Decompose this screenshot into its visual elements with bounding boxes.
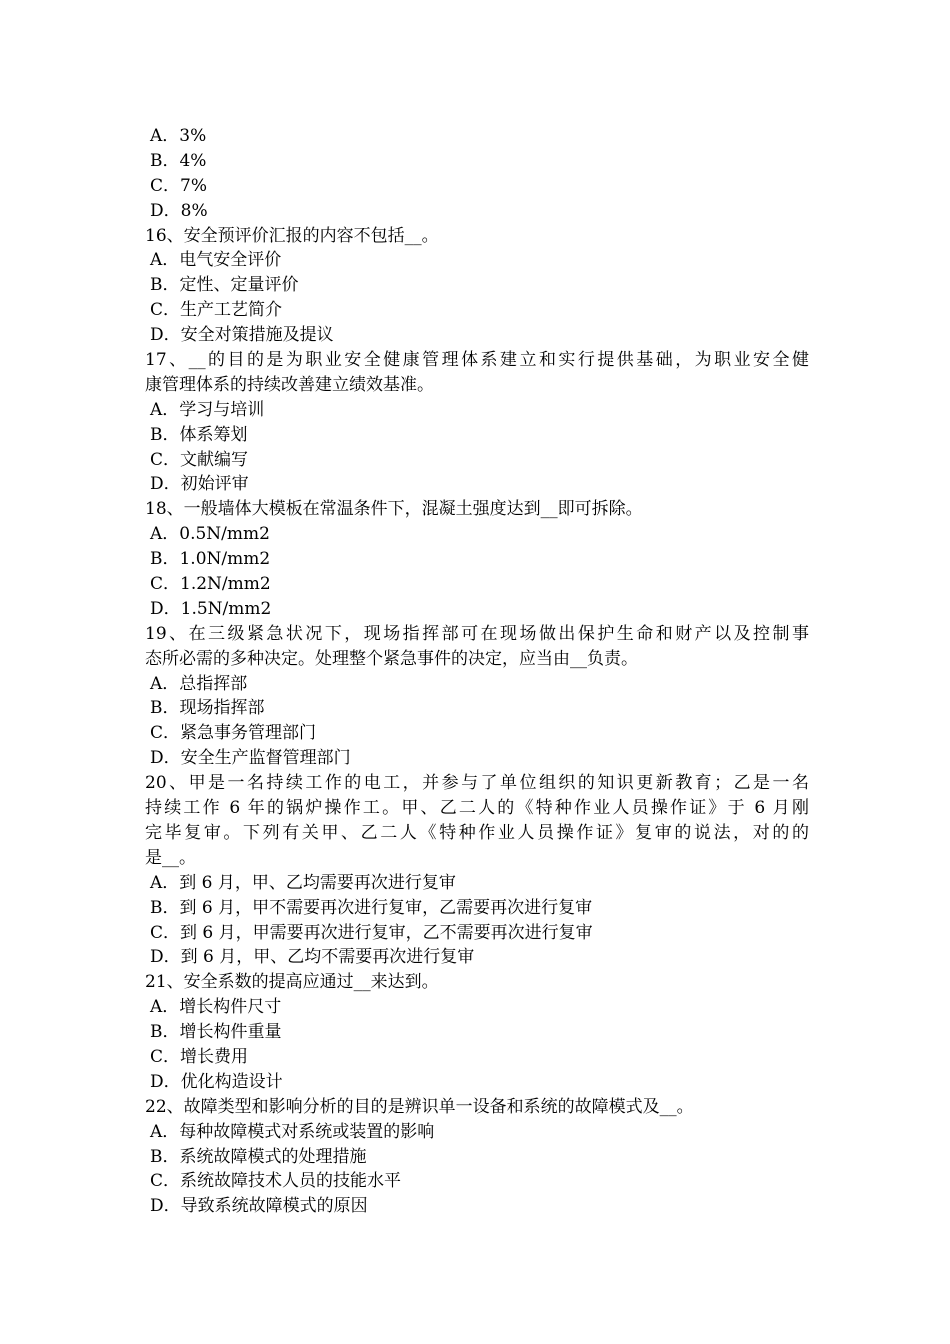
option-line: C．系统故障技术人员的技能水平 bbox=[150, 1171, 402, 1192]
option-line: A．3% bbox=[150, 126, 207, 146]
option-line: D．安全对策措施及提议 bbox=[150, 325, 334, 346]
question-text: 完毕复审。下列有关甲、乙二人《特种作业人员操作证》复审的说法，对的的 bbox=[145, 822, 809, 843]
option-line: D．到 6 月，甲、乙均不需要再次进行复审 bbox=[150, 947, 475, 968]
option-line: A．增长构件尺寸 bbox=[150, 997, 282, 1018]
option-line: B．到 6 月，甲不需要再次进行复审，乙需要再次进行复审 bbox=[150, 897, 593, 918]
option-line: C．1.2N/mm2 bbox=[150, 574, 271, 595]
option-line: C．生产工艺简介 bbox=[150, 300, 283, 321]
option-line: B．4% bbox=[150, 150, 207, 171]
option-line: A．到 6 月，甲、乙均需要再次进行复审 bbox=[150, 872, 456, 893]
option-line: B．体系筹划 bbox=[150, 424, 248, 445]
option-line: B．增长构件重量 bbox=[150, 1022, 282, 1043]
option-line: B．1.0N/mm2 bbox=[150, 549, 271, 570]
page-content bbox=[145, 124, 809, 1219]
question-text: 19、在三级紧急状况下，现场指挥部可在现场做出保护生命和财产以及控制事 bbox=[145, 623, 809, 644]
question-text: 20、甲是一名持续工作的电工，并参与了单位组织的知识更新教育；乙是一名 bbox=[145, 773, 809, 794]
option-line: A．每种故障模式对系统或装置的影响 bbox=[150, 1121, 435, 1142]
option-line: A．总指挥部 bbox=[150, 673, 248, 694]
option-line: C．文献编写 bbox=[150, 449, 249, 470]
option-line: A．电气安全评价 bbox=[150, 250, 282, 271]
option-line: C．7% bbox=[150, 175, 207, 196]
option-line: C．增长费用 bbox=[150, 1046, 249, 1067]
question-text: 是__。 bbox=[145, 847, 196, 868]
option-line: D．导致系统故障模式的原因 bbox=[150, 1196, 368, 1217]
question-text: 22、故障类型和影响分析的目的是辨识单一设备和系统的故障模式及__。 bbox=[145, 1096, 694, 1117]
option-line: B．定性、定量评价 bbox=[150, 275, 299, 296]
option-line: D．安全生产监督管理部门 bbox=[150, 748, 351, 769]
option-line: D．初始评审 bbox=[150, 474, 249, 495]
question-text: 态所必需的多种决定。处理整个紧急事件的决定，应当由__负责。 bbox=[145, 648, 638, 669]
option-line: C．紧急事务管理部门 bbox=[150, 723, 317, 744]
option-line: C．到 6 月，甲需要再次进行复审，乙不需要再次进行复审 bbox=[150, 922, 593, 943]
question-text: 21、安全系数的提高应通过__来达到。 bbox=[145, 972, 439, 993]
option-line: D．8% bbox=[150, 200, 208, 221]
option-line: B．系统故障模式的处理措施 bbox=[150, 1146, 367, 1167]
option-line: A．0.5N/mm2 bbox=[150, 524, 270, 545]
question-text: 18、一般墙体大模板在常温条件下，混凝土强度达到__即可拆除。 bbox=[145, 499, 643, 520]
option-line: D．优化构造设计 bbox=[150, 1071, 283, 1092]
question-text: 16、安全预评价汇报的内容不包括__。 bbox=[145, 225, 439, 246]
option-line: D．1.5N/mm2 bbox=[150, 598, 272, 619]
question-text: 持续工作 6 年的锅炉操作工。甲、乙二人的《特种作业人员操作证》于 6 月刚 bbox=[145, 798, 809, 819]
question-text: 康管理体系的持续改善建立绩效基准。 bbox=[145, 374, 434, 395]
question-text: 17、__的目的是为职业安全健康管理体系建立和实行提供基础，为职业安全健 bbox=[145, 350, 809, 371]
option-line: A．学习与培训 bbox=[150, 399, 265, 420]
option-line: B．现场指挥部 bbox=[150, 698, 265, 719]
